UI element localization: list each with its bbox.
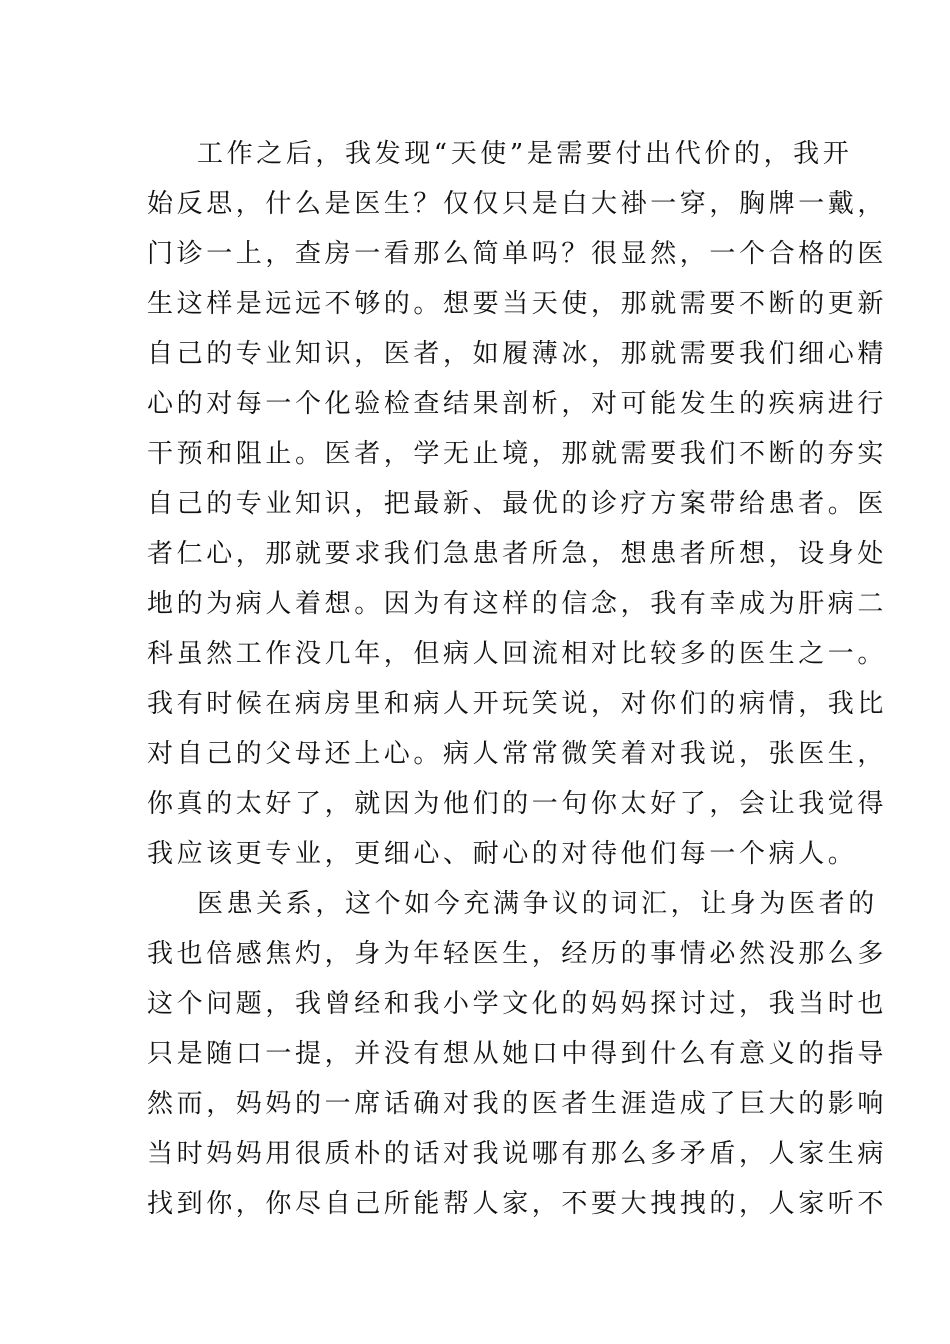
- text-line: 对自己的父母还上心。病人常常微笑着对我说，张医生，: [147, 739, 888, 769]
- text-line: 你真的太好了，就因为他们的一句你太好了，会让我觉得: [147, 789, 888, 819]
- text-line: 心的对每一个化验检查结果剖析，对可能发生的疾病进行: [147, 389, 888, 419]
- text-line: 生这样是远远不够的。想要当天使，那就需要不断的更新: [147, 289, 888, 319]
- text-line: 我应该更专业，更细心、耐心的对待他们每一个病人。: [147, 839, 858, 869]
- text-line: 始反思，什么是医生？仅仅只是白大褂一穿，胸牌一戴，: [147, 189, 888, 219]
- text-line: 我有时候在病房里和病人开玩笑说，对你们的病情，我比: [147, 689, 888, 719]
- text-line: 然而，妈妈的一席话确对我的医者生涯造成了巨大的影响: [147, 1089, 888, 1119]
- text-line: 医患关系，这个如今充满争议的词汇，让身为医者的: [197, 889, 878, 919]
- text-line: 当时妈妈用很质朴的话对我说哪有那么多矛盾，人家生病: [147, 1139, 888, 1169]
- text-line: 这个问题，我曾经和我小学文化的妈妈探讨过，我当时也: [147, 989, 888, 1019]
- text-line: 干预和阻止。医者，学无止境，那就需要我们不断的夯实: [147, 439, 888, 469]
- text-line: 自己的专业知识，医者，如履薄冰，那就需要我们细心精: [147, 339, 888, 369]
- text-line: 找到你，你尽自己所能帮人家，不要大拽拽的，人家听不: [147, 1189, 888, 1219]
- text-line: 科虽然工作没几年，但病人回流相对比较多的医生之一。: [147, 639, 888, 669]
- text-line: 我也倍感焦灼，身为年轻医生，经历的事情必然没那么多: [147, 939, 888, 969]
- text-line: 门诊一上，查房一看那么简单吗？很显然，一个合格的医: [147, 239, 888, 269]
- text-line: 地的为病人着想。因为有这样的信念，我有幸成为肝病二: [147, 589, 888, 619]
- text-line: 自己的专业知识，把最新、最优的诊疗方案带给患者。医: [147, 489, 888, 519]
- text-line: 者仁心，那就要求我们急患者所急，想患者所想，设身处: [147, 539, 888, 569]
- text-line: 只是随口一提，并没有想从她口中得到什么有意义的指导: [147, 1039, 888, 1069]
- text-line: 工作之后，我发现“天使”是需要付出代价的，我开: [197, 139, 853, 169]
